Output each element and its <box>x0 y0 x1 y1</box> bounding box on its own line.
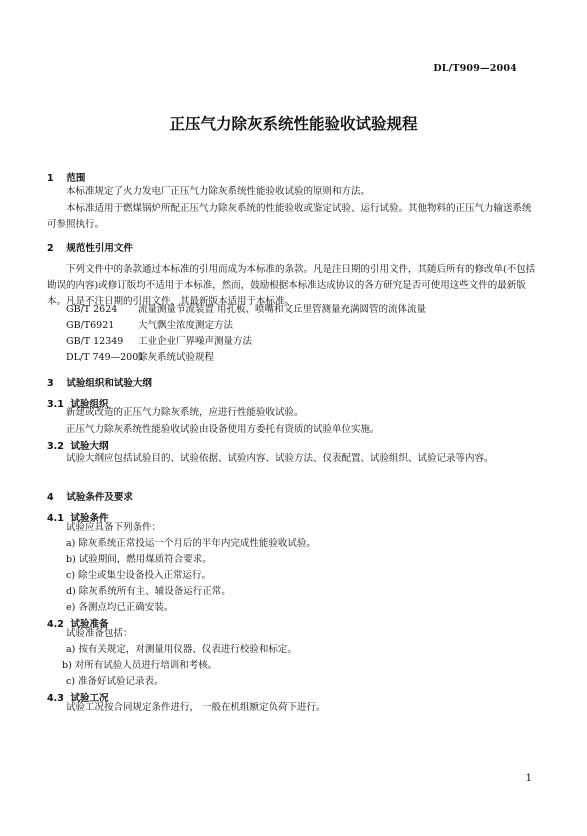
subsection-number: 3.1 <box>47 399 64 410</box>
subsection-number: 4.3 <box>47 693 64 704</box>
reference-item <box>66 350 214 366</box>
section-number: 1 <box>47 173 54 184</box>
list-item: a) 除灰系统正常投运一个月后的半年内完成性能验收试验。 <box>66 538 316 549</box>
reference-item <box>66 318 233 334</box>
list-item: b) 试验期间，燃用煤质符合要求。 <box>66 554 212 565</box>
subsection-title: 试验工况 <box>70 693 109 704</box>
paragraph: 本标准规定了火力发电厂正压气力除灰系统性能验收试验的原则和方法。 <box>66 186 371 197</box>
paragraph: 试验工况按合同规定条件进行， 一般在机组额定负荷下进行。 <box>66 702 326 713</box>
subsection-title: 试验准备 <box>70 619 109 630</box>
list-item: b) 对所有试验人员进行培训和考核。 <box>62 660 218 671</box>
reference-item <box>66 302 426 318</box>
reference-title: 除灰系统试验规程 <box>138 352 215 363</box>
paragraph: 正压气力除灰系统性能验收试验由设备使用方委托有资质的试验单位实施。 <box>66 424 380 435</box>
reference-title: 工业企业厂界噪声测量方法 <box>138 336 253 347</box>
subsection-title: 试验条件 <box>70 513 109 524</box>
list-item: e) 各测点均已正确安装。 <box>66 602 174 613</box>
section-number: 2 <box>47 243 54 254</box>
paragraph: 试验大纲应包括试验目的、试验依据、试验内容、试验方法、仪表配置、试验组织、试验记录等内容。 <box>66 453 494 464</box>
subsection-3-2-heading <box>47 438 108 452</box>
reference-title: 大气飘尘浓度测定方法 <box>138 320 234 331</box>
reference-code: GB/T 12349 <box>66 336 124 347</box>
section-3-heading <box>47 375 152 389</box>
section-title: 范围 <box>66 173 86 184</box>
list-item: d) 除灰系统所有主、辅设备运行正常。 <box>66 586 231 597</box>
list-item: a) 按有关规定，对测量用仪器、仪表进行校验和标定。 <box>66 644 297 655</box>
section-title: 试验条件及要求 <box>66 492 133 503</box>
section-2-heading <box>47 240 133 254</box>
reference-item <box>66 334 252 350</box>
section-title: 试验组织和试验大纲 <box>66 378 152 389</box>
section-1-heading <box>47 170 85 184</box>
subsection-title: 试验组织 <box>70 399 109 410</box>
paragraph: 试验应具备下列条件： <box>66 522 162 533</box>
reference-code: DL/T 749—2001 <box>66 352 145 363</box>
list-item: c) 准备好试验记录表。 <box>66 676 164 687</box>
paragraph: 本标准适用于燃煤锅炉所配正压气力除灰系统的性能验收或鉴定试验、运行试验。其他物料的正压气力输送系统可参照执行。 <box>47 203 532 230</box>
document-title: 正压气力除灰系统性能验收试验规程 <box>169 115 418 133</box>
subsection-number: 4.2 <box>47 619 64 630</box>
paragraph: 下列文件中的条款通过本标准的引用而成为本标准的条款。凡是注日期的引用文件，其随后所有的修改单(不包括勘误的内容)或修订版均不适用于本标准，然而，鼓励根据本标准达成协议的各方研究是否可使用这些文件的最新版本。凡是不注日期的引用文件，其最新版本适用于本标准。 <box>47 264 536 307</box>
list-item: c) 除尘或集尘设备投入正常运行。 <box>66 570 212 581</box>
page-number: 1 <box>525 773 532 784</box>
subsection-number: 3.2 <box>47 441 64 452</box>
subsection-title: 试验大纲 <box>70 441 109 452</box>
subsection-number: 4.1 <box>47 513 64 524</box>
reference-code: GB/T6921 <box>66 320 115 331</box>
section-number: 3 <box>47 378 54 389</box>
paragraph: 新建或改造的正压气力除灰系统，应进行性能验收试验。 <box>66 407 304 418</box>
section-title: 规范性引用文件 <box>66 243 133 254</box>
section-number: 4 <box>47 492 54 503</box>
reference-code: GB/T 2624 <box>66 304 118 315</box>
document-code: DL/T909—2004 <box>433 63 517 74</box>
section-4-heading <box>47 489 133 503</box>
paragraph: 试验准备包括： <box>66 628 133 639</box>
reference-title: 流量测量节流装置 用孔板、喷嘴和文丘里管测量充满圆管的流体流量 <box>138 304 427 315</box>
